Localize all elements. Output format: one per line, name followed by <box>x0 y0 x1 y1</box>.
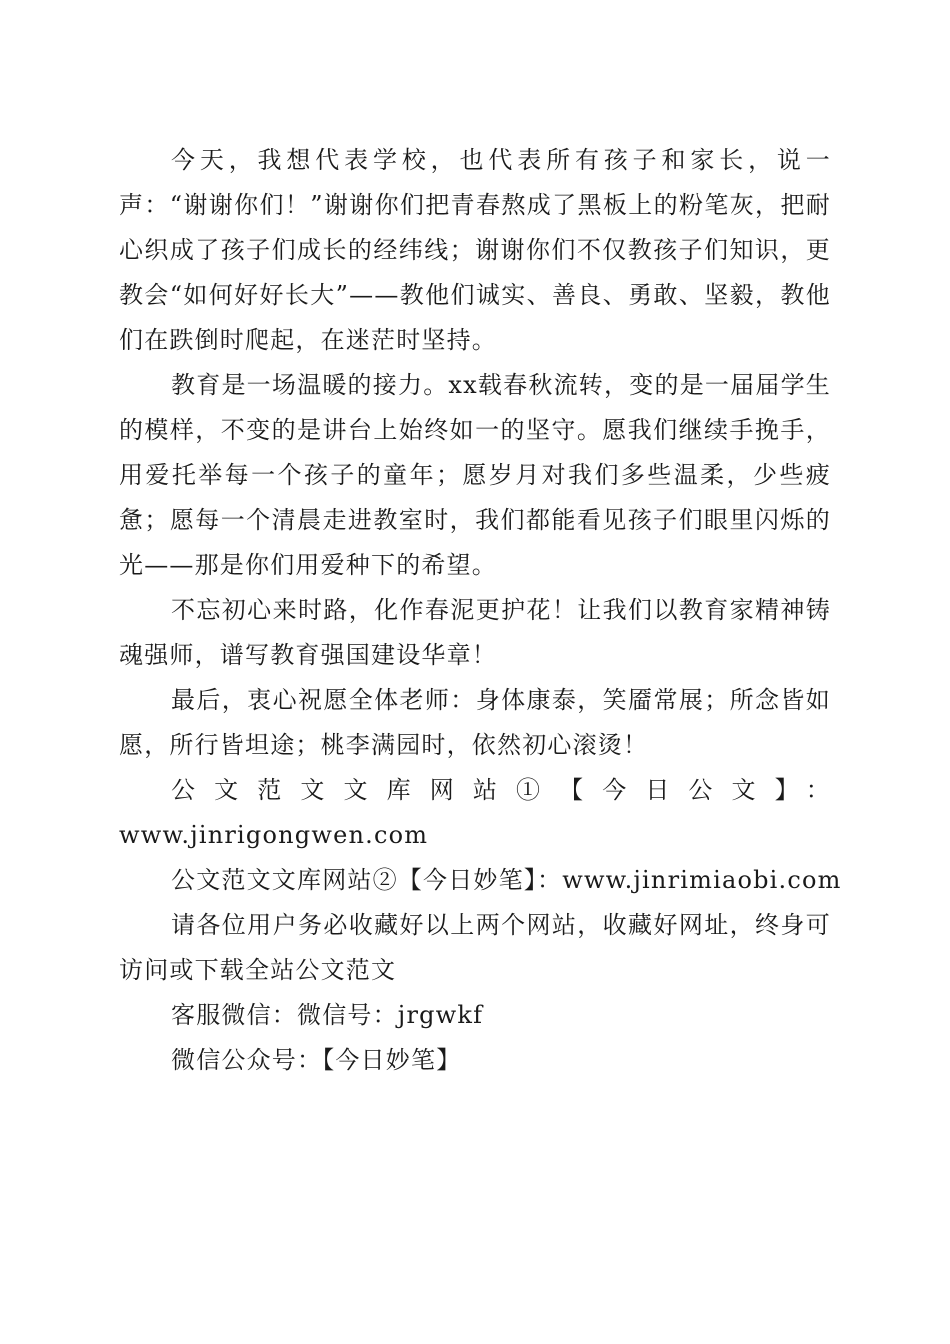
wechat-service: 客服微信：微信号：jrgwkf <box>171 1001 484 1029</box>
paragraph-best-wishes: 最后，衷心祝愿全体老师：身体康泰，笑靥常展；所念皆如愿，所行皆坦途；桃李满园时，依然初心滚烫！ <box>119 686 831 759</box>
bookmark-notice: 请各位用户务必收藏好以上两个网站，收藏好网址，终身可访问或下载全站公文范文 <box>119 911 831 984</box>
site-1-label: 公文范文文库网站①【今日公文】： <box>171 776 831 804</box>
document-body <box>119 138 842 1083</box>
site-2-line: 公文范文文库网站②【今日妙笔】：www.jinrimiaobi.com <box>171 866 842 894</box>
paragraph-thanks: 今天，我想代表学校，也代表所有孩子和家长，说一声：“谢谢你们！”谢谢你们把青春熬成了黑板上的粉笔灰，把耐心织成了孩子们成长的经纬线；谢谢你们不仅教孩子们知识，更教会“如何好好长大”——教他们诚实、善良、勇敢、坚毅，教他们在跌倒时爬起，在迷茫时坚持。 <box>119 146 831 354</box>
wechat-official-account: 微信公众号：【今日妙笔】 <box>171 1046 462 1074</box>
paragraph-relay: 教育是一场温暖的接力。xx载春秋流转，变的是一届届学生的模样，不变的是讲台上始终如一的坚守。愿我们继续手挽手，用爱托举每一个孩子的童年；愿岁月对我们多些温柔，少些疲惫；愿每一个清晨走进教室时，我们都能看见孩子们眼里闪烁的光——那是你们用爱种下的希望。 <box>119 371 831 579</box>
site-1-url: www.jinrigongwen.com <box>119 821 429 849</box>
paragraph-original-aspiration: 不忘初心来时路，化作春泥更护花！让我们以教育家精神铸魂强师，谱写教育强国建设华章！ <box>119 596 831 669</box>
